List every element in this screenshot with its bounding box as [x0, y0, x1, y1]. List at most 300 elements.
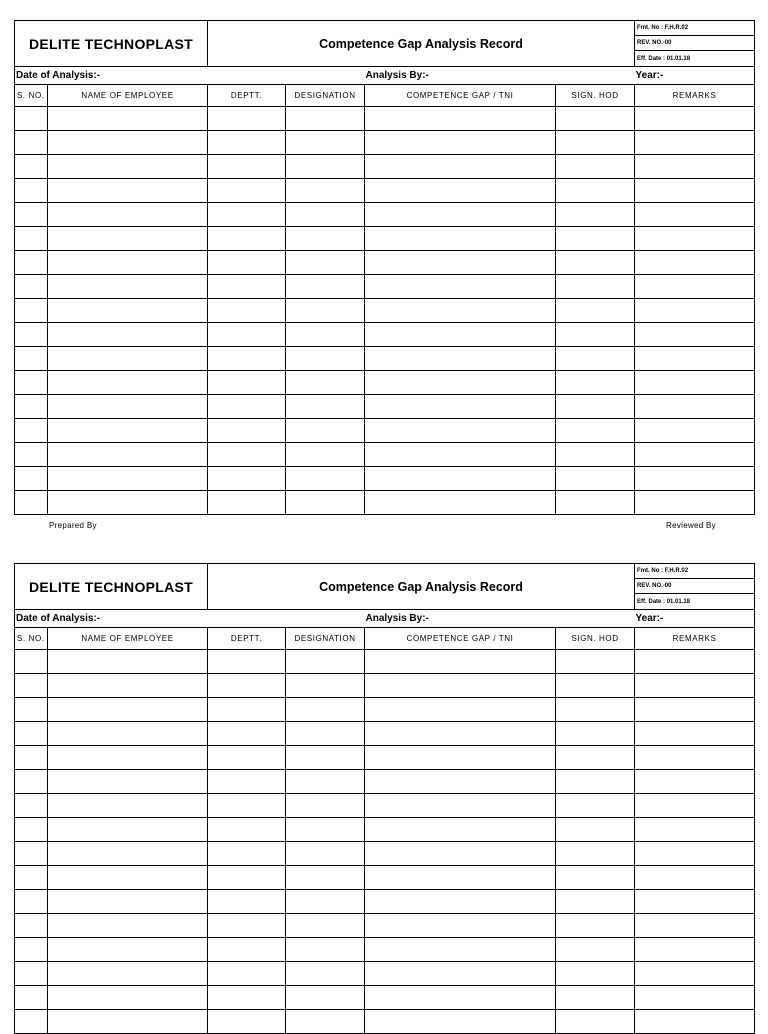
column-header-row: [15, 628, 755, 650]
dept-cell[interactable]: [208, 770, 286, 794]
analysis-by-label: Analysis By:-: [365, 67, 635, 85]
dept-cell[interactable]: [208, 938, 286, 962]
competence-gap-cell[interactable]: [365, 794, 556, 818]
col-header-designation: DESIGNATION: [286, 628, 365, 650]
designation-cell[interactable]: [286, 962, 365, 986]
table-row: [15, 155, 755, 179]
remarks-cell[interactable]: [635, 1010, 755, 1034]
sno-cell[interactable]: [15, 698, 48, 722]
sign-hod-cell[interactable]: [556, 347, 635, 371]
dept-cell[interactable]: [208, 323, 286, 347]
remarks-cell[interactable]: [635, 443, 755, 467]
sno-cell[interactable]: [15, 107, 48, 131]
sign-hod-cell[interactable]: [556, 818, 635, 842]
designation-cell[interactable]: [286, 299, 365, 323]
designation-cell[interactable]: [286, 746, 365, 770]
sign-hod-cell[interactable]: [556, 794, 635, 818]
employee-name-cell[interactable]: [48, 131, 208, 155]
sign-hod-cell[interactable]: [556, 323, 635, 347]
dept-cell[interactable]: [208, 155, 286, 179]
dept-cell[interactable]: [208, 722, 286, 746]
designation-cell[interactable]: [286, 650, 365, 674]
dept-cell[interactable]: [208, 443, 286, 467]
sno-cell[interactable]: [15, 866, 48, 890]
table-row: [15, 698, 755, 722]
col-header-sign-hod: SIGN. HOD: [556, 85, 635, 107]
table-row: [15, 842, 755, 866]
remarks-cell[interactable]: [635, 131, 755, 155]
gap-analysis-form-1: [14, 20, 754, 515]
competence-gap-cell[interactable]: [365, 746, 556, 770]
designation-cell[interactable]: [286, 1010, 365, 1034]
dept-cell[interactable]: [208, 650, 286, 674]
remarks-cell[interactable]: [635, 299, 755, 323]
sign-hod-cell[interactable]: [556, 962, 635, 986]
remarks-cell[interactable]: [635, 347, 755, 371]
employee-name-cell[interactable]: [48, 986, 208, 1010]
sign-hod-cell[interactable]: [556, 371, 635, 395]
competence-gap-cell[interactable]: [365, 323, 556, 347]
dept-cell[interactable]: [208, 986, 286, 1010]
col-header-remarks: REMARKS: [635, 628, 755, 650]
table-row: [15, 866, 755, 890]
dept-cell[interactable]: [208, 1010, 286, 1034]
sno-cell[interactable]: [15, 419, 48, 443]
designation-cell[interactable]: [286, 443, 365, 467]
competence-gap-cell[interactable]: [365, 986, 556, 1010]
sign-hod-cell[interactable]: [556, 395, 635, 419]
competence-gap-cell[interactable]: [365, 491, 556, 515]
sno-cell[interactable]: [15, 395, 48, 419]
employee-name-cell[interactable]: [48, 323, 208, 347]
sign-hod-cell[interactable]: [556, 770, 635, 794]
remarks-cell[interactable]: [635, 770, 755, 794]
table-row: [15, 986, 755, 1010]
competence-gap-cell[interactable]: [365, 914, 556, 938]
dept-cell[interactable]: [208, 698, 286, 722]
employee-name-cell[interactable]: [48, 467, 208, 491]
employee-name-cell[interactable]: [48, 698, 208, 722]
dept-cell[interactable]: [208, 467, 286, 491]
remarks-cell[interactable]: [635, 155, 755, 179]
remarks-cell[interactable]: [635, 371, 755, 395]
competence-gap-cell[interactable]: [365, 371, 556, 395]
competence-gap-cell[interactable]: [365, 107, 556, 131]
company-name: DELITE TECHNOPLAST: [15, 564, 208, 610]
remarks-cell[interactable]: [635, 962, 755, 986]
remarks-cell[interactable]: [635, 323, 755, 347]
designation-cell[interactable]: [286, 179, 365, 203]
form-title: Competence Gap Analysis Record: [208, 564, 635, 610]
table-row: [15, 251, 755, 275]
competence-gap-cell[interactable]: [365, 698, 556, 722]
employee-name-cell[interactable]: [48, 251, 208, 275]
remarks-cell[interactable]: [635, 938, 755, 962]
remarks-cell[interactable]: [635, 419, 755, 443]
remarks-cell[interactable]: [635, 698, 755, 722]
sno-cell[interactable]: [15, 722, 48, 746]
remarks-cell[interactable]: [635, 275, 755, 299]
table-row: [15, 962, 755, 986]
employee-name-cell[interactable]: [48, 371, 208, 395]
sno-cell[interactable]: [15, 962, 48, 986]
dept-cell[interactable]: [208, 794, 286, 818]
competence-gap-cell[interactable]: [365, 131, 556, 155]
employee-name-cell[interactable]: [48, 107, 208, 131]
employee-name-cell[interactable]: [48, 722, 208, 746]
prepared-by-label: Prepared By: [49, 521, 97, 530]
remarks-cell[interactable]: [635, 467, 755, 491]
sign-hod-cell[interactable]: [556, 866, 635, 890]
table-row: [15, 938, 755, 962]
sno-cell[interactable]: [15, 347, 48, 371]
table-row: [15, 491, 755, 515]
competence-gap-cell[interactable]: [365, 251, 556, 275]
table-row: [15, 722, 755, 746]
employee-name-cell[interactable]: [48, 842, 208, 866]
employee-name-cell[interactable]: [48, 203, 208, 227]
table-row: [15, 674, 755, 698]
col-header-name: NAME OF EMPLOYEE: [48, 85, 208, 107]
table-row: [15, 650, 755, 674]
remarks-cell[interactable]: [635, 203, 755, 227]
sno-cell[interactable]: [15, 914, 48, 938]
employee-name-cell[interactable]: [48, 866, 208, 890]
remarks-cell[interactable]: [635, 842, 755, 866]
remarks-cell[interactable]: [635, 491, 755, 515]
competence-gap-cell[interactable]: [365, 155, 556, 179]
table-row: [15, 131, 755, 155]
col-header-name: NAME OF EMPLOYEE: [48, 628, 208, 650]
sign-hod-cell[interactable]: [556, 203, 635, 227]
sno-cell[interactable]: [15, 323, 48, 347]
remarks-cell[interactable]: [635, 674, 755, 698]
employee-name-cell[interactable]: [48, 914, 208, 938]
designation-cell[interactable]: [286, 467, 365, 491]
table-row: [15, 746, 755, 770]
remarks-cell[interactable]: [635, 107, 755, 131]
remarks-cell[interactable]: [635, 914, 755, 938]
dept-cell[interactable]: [208, 131, 286, 155]
designation-cell[interactable]: [286, 986, 365, 1010]
sign-hod-cell[interactable]: [556, 914, 635, 938]
employee-name-cell[interactable]: [48, 299, 208, 323]
sign-hod-cell[interactable]: [556, 674, 635, 698]
table-row: [15, 227, 755, 251]
remarks-cell[interactable]: [635, 818, 755, 842]
designation-cell[interactable]: [286, 698, 365, 722]
remarks-cell[interactable]: [635, 251, 755, 275]
employee-name-cell[interactable]: [48, 650, 208, 674]
dept-cell[interactable]: [208, 890, 286, 914]
dept-cell[interactable]: [208, 227, 286, 251]
employee-name-cell[interactable]: [48, 794, 208, 818]
designation-cell[interactable]: [286, 347, 365, 371]
designation-cell[interactable]: [286, 203, 365, 227]
sno-cell[interactable]: [15, 890, 48, 914]
dept-cell[interactable]: [208, 746, 286, 770]
designation-cell[interactable]: [286, 938, 365, 962]
table-row: [15, 347, 755, 371]
sign-hod-cell[interactable]: [556, 746, 635, 770]
remarks-cell[interactable]: [635, 794, 755, 818]
sign-hod-cell[interactable]: [556, 443, 635, 467]
designation-cell[interactable]: [286, 674, 365, 698]
designation-cell[interactable]: [286, 131, 365, 155]
remarks-cell[interactable]: [635, 986, 755, 1010]
competence-gap-cell[interactable]: [365, 890, 556, 914]
table-row: [15, 794, 755, 818]
sno-cell[interactable]: [15, 299, 48, 323]
col-header-designation: DESIGNATION: [286, 85, 365, 107]
competence-gap-cell[interactable]: [365, 674, 556, 698]
table-body: [15, 107, 755, 515]
employee-name-cell[interactable]: [48, 419, 208, 443]
remarks-cell[interactable]: [635, 227, 755, 251]
remarks-cell[interactable]: [635, 746, 755, 770]
competence-gap-cell[interactable]: [365, 203, 556, 227]
competence-gap-cell[interactable]: [365, 179, 556, 203]
competence-gap-cell[interactable]: [365, 467, 556, 491]
year-label: Year:-: [635, 610, 755, 628]
sign-hod-cell[interactable]: [556, 722, 635, 746]
dept-cell[interactable]: [208, 962, 286, 986]
designation-cell[interactable]: [286, 107, 365, 131]
designation-cell[interactable]: [286, 794, 365, 818]
analysis-by-label: Analysis By:-: [365, 610, 635, 628]
col-header-dept: DEPTT.: [208, 628, 286, 650]
reviewed-by-label: Reviewed By: [666, 521, 716, 530]
employee-name-cell[interactable]: [48, 275, 208, 299]
employee-name-cell[interactable]: [48, 890, 208, 914]
dept-cell[interactable]: [208, 299, 286, 323]
designation-cell[interactable]: [286, 890, 365, 914]
col-header-sno: S. NO.: [15, 85, 48, 107]
company-name: DELITE TECHNOPLAST: [15, 21, 208, 67]
dept-cell[interactable]: [208, 914, 286, 938]
sign-hod-cell[interactable]: [556, 275, 635, 299]
sign-hod-cell[interactable]: [556, 890, 635, 914]
employee-name-cell[interactable]: [48, 938, 208, 962]
designation-cell[interactable]: [286, 770, 365, 794]
sign-hod-cell[interactable]: [556, 419, 635, 443]
employee-name-cell[interactable]: [48, 746, 208, 770]
sno-cell[interactable]: [15, 674, 48, 698]
designation-cell[interactable]: [286, 275, 365, 299]
dept-cell[interactable]: [208, 491, 286, 515]
gap-analysis-form-2: [14, 563, 754, 1034]
col-header-dept: DEPTT.: [208, 85, 286, 107]
col-header-competence-gap: COMPETENCE GAP / TNI: [365, 628, 556, 650]
sno-cell[interactable]: [15, 155, 48, 179]
competence-gap-cell[interactable]: [365, 347, 556, 371]
remarks-cell[interactable]: [635, 890, 755, 914]
competence-gap-cell[interactable]: [365, 818, 556, 842]
sign-hod-cell[interactable]: [556, 131, 635, 155]
designation-cell[interactable]: [286, 818, 365, 842]
designation-cell[interactable]: [286, 395, 365, 419]
dept-cell[interactable]: [208, 395, 286, 419]
sno-cell[interactable]: [15, 770, 48, 794]
employee-name-cell[interactable]: [48, 155, 208, 179]
competence-gap-cell[interactable]: [365, 938, 556, 962]
competence-gap-cell[interactable]: [365, 722, 556, 746]
sno-cell[interactable]: [15, 251, 48, 275]
table-row: [15, 914, 755, 938]
dept-cell[interactable]: [208, 866, 286, 890]
sno-cell[interactable]: [15, 371, 48, 395]
table-row: [15, 1010, 755, 1034]
competence-gap-cell[interactable]: [365, 770, 556, 794]
designation-cell[interactable]: [286, 251, 365, 275]
competence-gap-cell[interactable]: [365, 443, 556, 467]
remarks-cell[interactable]: [635, 722, 755, 746]
dept-cell[interactable]: [208, 371, 286, 395]
dept-cell[interactable]: [208, 179, 286, 203]
format-number: Fmt. No : F.H.R.02: [635, 21, 755, 36]
remarks-cell[interactable]: [635, 866, 755, 890]
form-table: [14, 20, 755, 515]
sno-cell[interactable]: [15, 491, 48, 515]
competence-gap-cell[interactable]: [365, 419, 556, 443]
table-row: [15, 770, 755, 794]
table-row: [15, 299, 755, 323]
dept-cell[interactable]: [208, 818, 286, 842]
sno-cell[interactable]: [15, 938, 48, 962]
sno-cell[interactable]: [15, 986, 48, 1010]
dept-cell[interactable]: [208, 842, 286, 866]
sign-hod-cell[interactable]: [556, 698, 635, 722]
dept-cell[interactable]: [208, 107, 286, 131]
employee-name-cell[interactable]: [48, 227, 208, 251]
sno-cell[interactable]: [15, 842, 48, 866]
table-row: [15, 818, 755, 842]
competence-gap-cell[interactable]: [365, 842, 556, 866]
effective-date: Eff. Date : 01.01.18: [635, 594, 755, 610]
column-header-row: [15, 85, 755, 107]
competence-gap-cell[interactable]: [365, 866, 556, 890]
sno-cell[interactable]: [15, 131, 48, 155]
table-row: [15, 203, 755, 227]
sign-hod-cell[interactable]: [556, 467, 635, 491]
employee-name-cell[interactable]: [48, 1010, 208, 1034]
sign-hod-cell[interactable]: [556, 938, 635, 962]
designation-cell[interactable]: [286, 227, 365, 251]
format-number: Fmt. No : F.H.R.02: [635, 564, 755, 579]
remarks-cell[interactable]: [635, 395, 755, 419]
competence-gap-cell[interactable]: [365, 395, 556, 419]
sno-cell[interactable]: [15, 227, 48, 251]
sign-hod-cell[interactable]: [556, 650, 635, 674]
table-row: [15, 323, 755, 347]
sign-hod-cell[interactable]: [556, 299, 635, 323]
table-row: [15, 890, 755, 914]
employee-name-cell[interactable]: [48, 491, 208, 515]
col-header-sno: S. NO.: [15, 628, 48, 650]
employee-name-cell[interactable]: [48, 770, 208, 794]
dept-cell[interactable]: [208, 419, 286, 443]
designation-cell[interactable]: [286, 419, 365, 443]
sno-cell[interactable]: [15, 746, 48, 770]
sno-cell[interactable]: [15, 650, 48, 674]
sno-cell[interactable]: [15, 467, 48, 491]
remarks-cell[interactable]: [635, 650, 755, 674]
sign-hod-cell[interactable]: [556, 1010, 635, 1034]
employee-name-cell[interactable]: [48, 347, 208, 371]
sno-cell[interactable]: [15, 275, 48, 299]
year-label: Year:-: [635, 67, 755, 85]
revision-number: REV. NO.-00: [635, 36, 755, 51]
competence-gap-cell[interactable]: [365, 962, 556, 986]
sno-cell[interactable]: [15, 1010, 48, 1034]
col-header-sign-hod: SIGN. HOD: [556, 628, 635, 650]
sign-hod-cell[interactable]: [556, 251, 635, 275]
sign-hod-cell[interactable]: [556, 842, 635, 866]
employee-name-cell[interactable]: [48, 818, 208, 842]
designation-cell[interactable]: [286, 371, 365, 395]
designation-cell[interactable]: [286, 155, 365, 179]
remarks-cell[interactable]: [635, 179, 755, 203]
employee-name-cell[interactable]: [48, 962, 208, 986]
competence-gap-cell[interactable]: [365, 227, 556, 251]
dept-cell[interactable]: [208, 251, 286, 275]
employee-name-cell[interactable]: [48, 395, 208, 419]
designation-cell[interactable]: [286, 866, 365, 890]
col-header-competence-gap: COMPETENCE GAP / TNI: [365, 85, 556, 107]
sign-hod-cell[interactable]: [556, 107, 635, 131]
designation-cell[interactable]: [286, 914, 365, 938]
designation-cell[interactable]: [286, 722, 365, 746]
employee-name-cell[interactable]: [48, 443, 208, 467]
sno-cell[interactable]: [15, 203, 48, 227]
sign-hod-cell[interactable]: [556, 227, 635, 251]
table-body: [15, 650, 755, 1034]
table-row: [15, 395, 755, 419]
table-row: [15, 467, 755, 491]
competence-gap-cell[interactable]: [365, 299, 556, 323]
date-of-analysis-label: Date of Analysis:-: [15, 610, 365, 628]
designation-cell[interactable]: [286, 842, 365, 866]
designation-cell[interactable]: [286, 323, 365, 347]
employee-name-cell[interactable]: [48, 674, 208, 698]
table-row: [15, 275, 755, 299]
form-table: [14, 563, 755, 1034]
designation-cell[interactable]: [286, 491, 365, 515]
sign-hod-cell[interactable]: [556, 986, 635, 1010]
competence-gap-cell[interactable]: [365, 275, 556, 299]
sno-cell[interactable]: [15, 443, 48, 467]
table-row: [15, 107, 755, 131]
employee-name-cell[interactable]: [48, 179, 208, 203]
competence-gap-cell[interactable]: [365, 650, 556, 674]
competence-gap-cell[interactable]: [365, 1010, 556, 1034]
table-row: [15, 371, 755, 395]
table-row: [15, 179, 755, 203]
table-row: [15, 443, 755, 467]
dept-cell[interactable]: [208, 203, 286, 227]
sno-cell[interactable]: [15, 794, 48, 818]
sign-hod-cell[interactable]: [556, 179, 635, 203]
dept-cell[interactable]: [208, 674, 286, 698]
dept-cell[interactable]: [208, 275, 286, 299]
sno-cell[interactable]: [15, 179, 48, 203]
dept-cell[interactable]: [208, 347, 286, 371]
sign-hod-cell[interactable]: [556, 155, 635, 179]
form-title: Competence Gap Analysis Record: [208, 21, 635, 67]
sign-hod-cell[interactable]: [556, 491, 635, 515]
table-row: [15, 419, 755, 443]
sno-cell[interactable]: [15, 818, 48, 842]
